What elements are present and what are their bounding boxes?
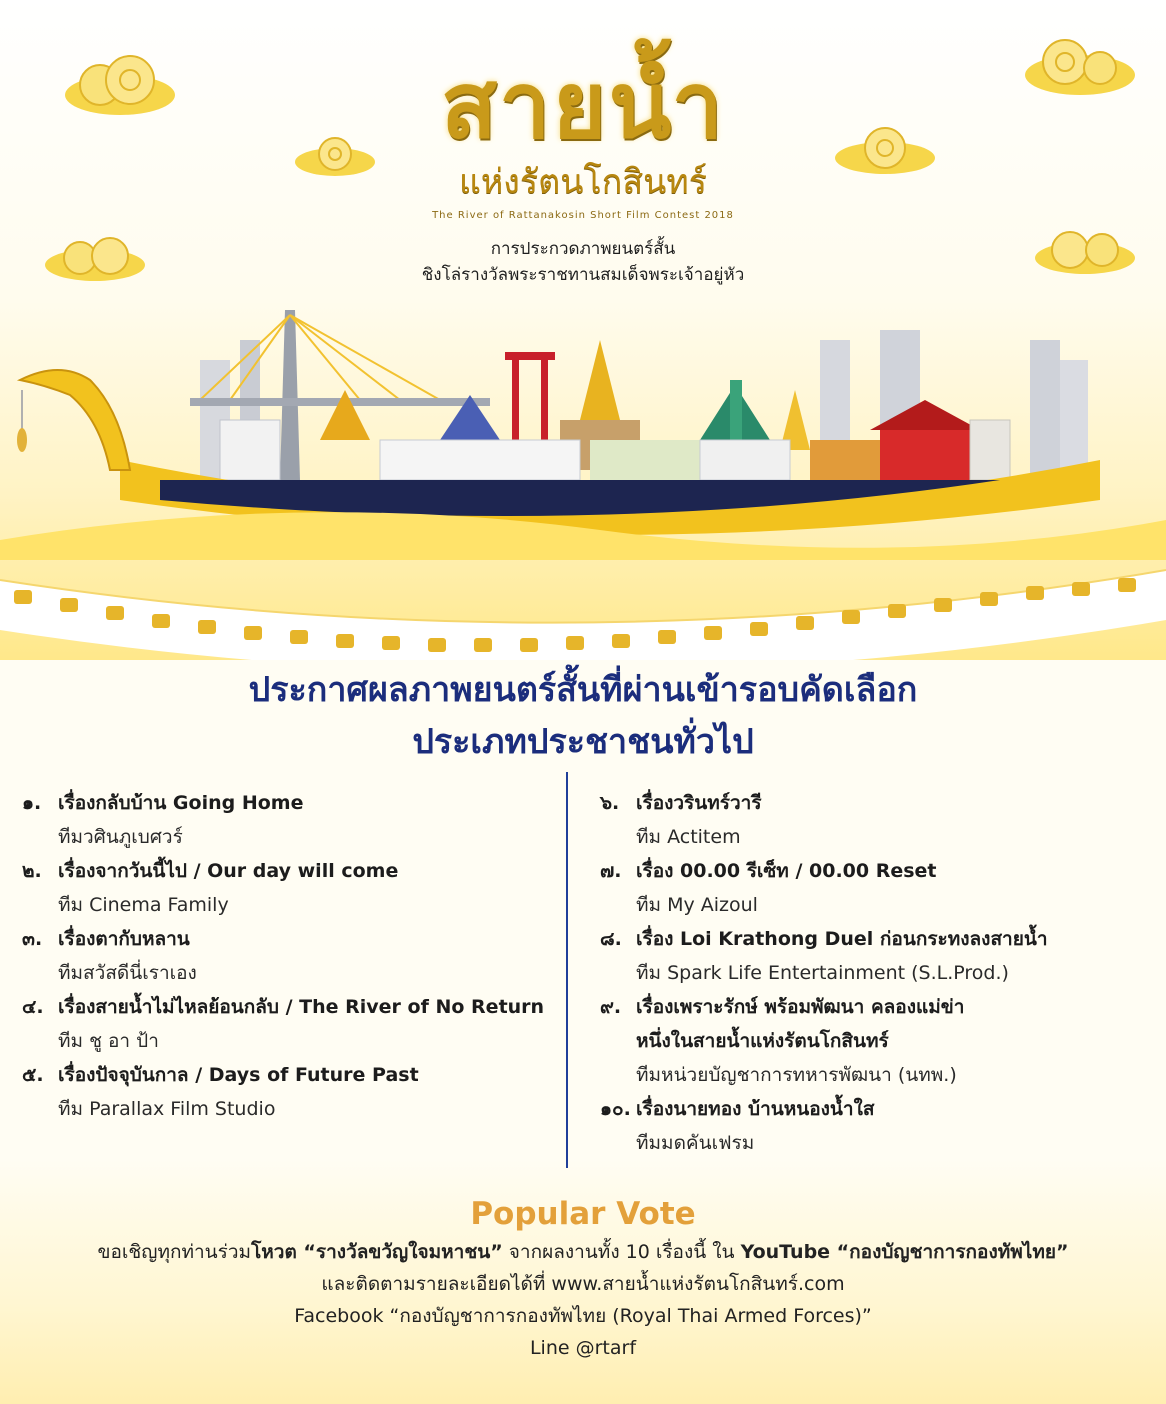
film-title: เรื่องจากวันนี้ไป / Our day will come	[58, 860, 399, 882]
subtitle-line-1: การประกวดภาพยนตร์สั้น	[490, 239, 676, 259]
column-divider	[566, 772, 568, 1168]
film-title: เรื่องนายทอง บ้านหนองน้ำใส	[636, 1098, 875, 1120]
film-number: ๘.	[600, 928, 622, 950]
film-title: เรื่อง 00.00 รีเซ็ท / 00.00 Reset	[636, 860, 937, 882]
film-number: ๑๐.	[600, 1098, 631, 1120]
vote-invitation	[0, 1236, 1166, 1268]
film-number: ๑.	[22, 792, 42, 814]
cloud-ornament-icon	[290, 130, 380, 180]
vote-award-name: โหวต “รางวัลขวัญใจมหาชน”	[251, 1241, 503, 1263]
film-team: ทีมวศินภูเบศวร์	[58, 826, 183, 848]
logo-english-text: The River of Rattanakosin Short Film Contest 2018	[432, 210, 734, 221]
heading-line-1: ประกาศผลภาพยนตร์สั้นที่ผ่านเข้ารอบคัดเลือก	[248, 670, 918, 710]
film-number: ๔.	[22, 996, 44, 1018]
vote-facebook-link[interactable]: Facebook “กองบัญชาการกองทัพไทย (Royal Thai Armed Forces)”	[294, 1305, 872, 1327]
filmstrip-decoration	[0, 560, 1166, 660]
film-number: ๓.	[22, 928, 43, 950]
vote-invite-middle: จากผลงานทั้ง 10 เรื่องนี้ ใน	[502, 1241, 741, 1263]
film-entry	[600, 786, 1140, 854]
film-title-line-2: หนึ่งในสายน้ำแห่งรัตนโกสินทร์	[636, 1030, 889, 1052]
cloud-ornament-icon	[830, 120, 940, 180]
film-team: ทีม My Aizoul	[636, 894, 758, 916]
film-title: เรื่องกลับบ้าน Going Home	[58, 792, 304, 814]
film-number: ๖.	[600, 792, 620, 814]
film-entry	[600, 1092, 1140, 1160]
film-entry	[600, 854, 1140, 922]
film-entry	[600, 922, 1140, 990]
film-team: ทีม Cinema Family	[58, 894, 229, 916]
contest-subtitle	[300, 236, 866, 288]
film-title: เรื่องตากับหลาน	[58, 928, 190, 950]
popular-vote-title: Popular Vote	[470, 1196, 696, 1232]
film-list-left	[22, 786, 562, 1126]
cloud-ornament-icon	[1020, 30, 1140, 100]
announcement-heading	[0, 664, 1166, 768]
logo-sub-text: แห่งรัตนโกสินทร์	[458, 162, 708, 202]
film-entry	[22, 786, 562, 854]
film-team: ทีมหน่วยบัญชาการทหารพัฒนา (นทพ.)	[636, 1064, 957, 1086]
contest-logo	[400, 50, 766, 221]
film-team: ทีมสวัสดีนี่เราเอง	[58, 962, 197, 984]
vote-invite-text: ขอเชิญทุกท่านร่วม	[97, 1241, 252, 1263]
vote-website-link[interactable]: และติดตามรายละเอียดได้ที่ www.สายน้ำแห่งรัตนโกสินทร์.com	[321, 1273, 845, 1295]
film-team: ทีมมดคันเฟรม	[636, 1132, 755, 1154]
film-team: ทีม ชู อา ป้า	[58, 1030, 159, 1052]
cloud-ornament-icon	[60, 50, 180, 120]
film-entry	[22, 922, 562, 990]
film-entry	[22, 854, 562, 922]
subtitle-line-2: ชิงโล่รางวัลพระราชทานสมเด็จพระเจ้าอยู่หัว	[421, 265, 745, 285]
film-team: ทีม Spark Life Entertainment (S.L.Prod.)	[636, 962, 1009, 984]
film-number: ๙.	[600, 996, 622, 1018]
heading-line-2: ประเภทประชาชนทั่วไป	[412, 722, 754, 762]
film-entry	[22, 1058, 562, 1126]
film-list-right	[600, 786, 1140, 1160]
film-title: เรื่องเพราะรักษ์ พร้อมพัฒนา คลองแม่ข่า	[636, 996, 965, 1018]
cloud-ornament-icon	[40, 230, 150, 285]
film-title: เรื่องปัจจุบันกาล / Days of Future Past	[58, 1064, 419, 1086]
rattanakosin-skyline-illustration	[0, 300, 1166, 560]
cloud-ornament-icon	[1030, 220, 1140, 280]
film-title: เรื่อง Loi Krathong Duel ก่อนกระทงลงสายน้ำ	[636, 928, 1048, 950]
film-number: ๕.	[22, 1064, 44, 1086]
film-team: ทีม Parallax Film Studio	[58, 1098, 276, 1120]
film-title: เรื่องวรินทร์วารี	[636, 792, 762, 814]
film-title: เรื่องสายน้ำไม่ไหลย้อนกลับ / The River of No Return	[58, 996, 545, 1018]
film-entry	[600, 990, 1140, 1092]
logo-main-text: สายน้ำ	[440, 51, 726, 159]
vote-line-id[interactable]: Line @rtarf	[529, 1337, 637, 1359]
film-number: ๒.	[22, 860, 42, 882]
film-number: ๗.	[600, 860, 622, 882]
popular-vote-section	[0, 1192, 1166, 1364]
film-entry	[22, 990, 562, 1058]
film-team: ทีม Actitem	[636, 826, 741, 848]
vote-youtube-channel[interactable]: YouTube “กองบัญชาการกองทัพไทย”	[740, 1241, 1069, 1263]
